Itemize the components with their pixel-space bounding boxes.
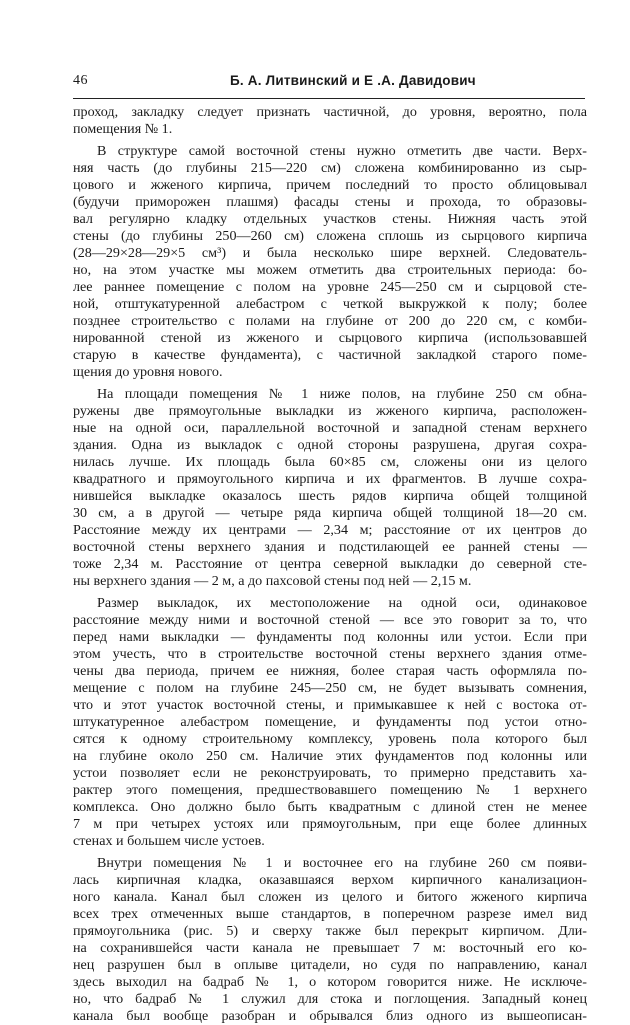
text-line: рактер этого помещения, предшествовавшего помещению № 1 верхнего [73, 782, 587, 798]
text-line: расстояние между ними и восточной стеной — все это говорит за то, что [73, 612, 587, 628]
text-line: проход, закладку следует признать частичной, до уровня, вероятно, пола [73, 104, 587, 120]
text-line: 7 м при четырех устоях или прямоугольным, при еще более длинных [73, 816, 587, 832]
text-line: нившейся выкладке оказалось шесть рядов кирпича общей толщиной [73, 488, 587, 504]
paragraph [73, 104, 587, 138]
text-line: перед нами выкладки — фундаменты под колонны или устои. Если при [73, 629, 587, 645]
text-line: на сохранившейся части канала не превышает 7 м: восточный его ко- [73, 940, 587, 956]
paragraph [73, 595, 587, 850]
text-line: щения до уровня нового. [73, 364, 223, 380]
text-line: прямоугольника (рис. 5) и сверху также был перекрыт кирпичом. Дли- [73, 923, 587, 939]
text-line: цового и жженого кирпича, причем последний то просто облицовывал [73, 177, 587, 193]
text-line: нилась лучше. Их площадь была 60×85 см, сложены они из целого [73, 454, 587, 470]
text-line: лее раннее помещение с полом на уровне 245—250 см и сырцовой сте- [73, 279, 587, 295]
text-line: ной, отштукатуренной алебастром с четкой выкружкой к полу; более [73, 296, 587, 312]
text-line: но, что бадраб № 1 служил для стока и поглощения. Западный конец [73, 991, 587, 1007]
text-line: ного канала. Канал был сложен из целого и битого жженого кирпича [73, 889, 587, 905]
text-line: Расстояние между их центрами — 2,34 м; расстояние от их центров до [73, 522, 587, 538]
text-line: помещения № 1. [73, 121, 173, 137]
text-line: сятся к одному строительному комплексу, уровень пола которого был [73, 731, 587, 747]
text-line: (28—29×28—29×5 см³) и была несколько шире верхней. Следователь- [73, 245, 587, 261]
text-line: ные на одной оси, параллельной восточной и западной стенам верхнего [73, 420, 587, 436]
text-line: этом учесть, что в строительстве восточной стены верхнего здания отме- [73, 646, 587, 662]
text-line: стенах и большем числе устоев. [73, 833, 265, 849]
text-line: мещение с полом на глубине 245—250 см, не будет вызывать сомнения, [73, 680, 587, 696]
running-title: Б. А. Литвинский и Е .А. Давидович [230, 73, 476, 88]
text-line: штукатуренное алебастром помещение, и фундаменты под устои отно- [73, 714, 587, 730]
paragraph [73, 386, 587, 590]
header-rule [73, 98, 585, 99]
text-line: (будучи приморожен плашмя) фасады стены и прохода, то образовы- [73, 194, 587, 210]
text-line: В структуре самой восточной стены нужно отметить две части. Верх- [97, 143, 587, 159]
text-line: старую в качестве фундамента), с частичной закладкой старого поме- [73, 347, 587, 363]
body-text [73, 104, 587, 1025]
text-line: нированной стеной из жженого и сырцового кирпича (использовавшей [73, 330, 587, 346]
text-line: что и этот участок восточной стены, и примыкавшее к ней с востока от- [73, 697, 587, 713]
text-line: Внутри помещения № 1 и восточнее его на глубине 260 см появи- [97, 855, 587, 871]
text-line: стены (до глубины 250—260 см) сложена сплошь из сырцового кирпича [73, 228, 587, 244]
text-line: устои позволяет если не реконструировать, то примерно представить ха- [73, 765, 587, 781]
text-line: вал регулярно кладку отдельных участков стены. Нижняя часть этой [73, 211, 587, 227]
text-line: позднее строительство с полами на глубине от 200 до 220 см, с комби- [73, 313, 587, 329]
paragraph [73, 143, 587, 381]
text-line: всех трех отмеченных выше стандартов, в поперечном разрезе имел вид [73, 906, 587, 922]
text-line: канала был вообще разобран и обрывался близ одного из вышеописан- [73, 1008, 587, 1024]
text-line: На площади помещения № 1 ниже полов, на глубине 250 см обна- [97, 386, 587, 402]
text-line: но, на этом участке мы можем отметить два строительных периода: бо- [73, 262, 587, 278]
page-number: 46 [73, 73, 88, 88]
text-line: 30 см, а в другой — четыре ряда кирпича общей толщиной 18—20 см. [73, 505, 587, 521]
text-line: Размер выкладок, их местоположение на одной оси, одинаковое [97, 595, 587, 611]
paragraph [73, 855, 587, 1025]
text-line: квадратного и прямоугольного кирпича и их фрагментов. В лучше сохра- [73, 471, 587, 487]
text-line: лась кирпичная кладка, оказавшаяся верхом кирпичного канализацион- [73, 872, 587, 888]
text-line: тоже 2,34 м. Расстояние от центра северной выкладки до северной сте- [73, 556, 587, 572]
text-line: на глубине около 250 см. Наличие этих фундаментов под колонны или [73, 748, 587, 764]
text-line: комплекса. Оно должно было быть квадратным с длиной стен не менее [73, 799, 587, 815]
text-line: чены два периода, причем ее нижняя, более старая часть оформляла по- [73, 663, 587, 679]
text-line: нец разрушен был в оплыве цитадели, но судя по направлению, канал [73, 957, 587, 973]
text-line: няя часть (до глубины 215—220 см) сложена комбинированно из сыр- [73, 160, 587, 176]
text-line: здесь выходил на бадраб № 1, о котором говорится ниже. Не исключе- [73, 974, 587, 990]
text-line: здания. Одна из выкладок с одной стороны разрушена, другая сохра- [73, 437, 587, 453]
page-header [0, 71, 630, 91]
text-line: ны верхнего здания — 2 м, а до пахсовой стены под ней — 2,15 м. [73, 573, 472, 589]
text-line: ружены две прямоугольные выкладки из жженого кирпича, расположен- [73, 403, 587, 419]
text-line: восточной стены верхнего здания и подстилающей ее ранней стены — [73, 539, 587, 555]
